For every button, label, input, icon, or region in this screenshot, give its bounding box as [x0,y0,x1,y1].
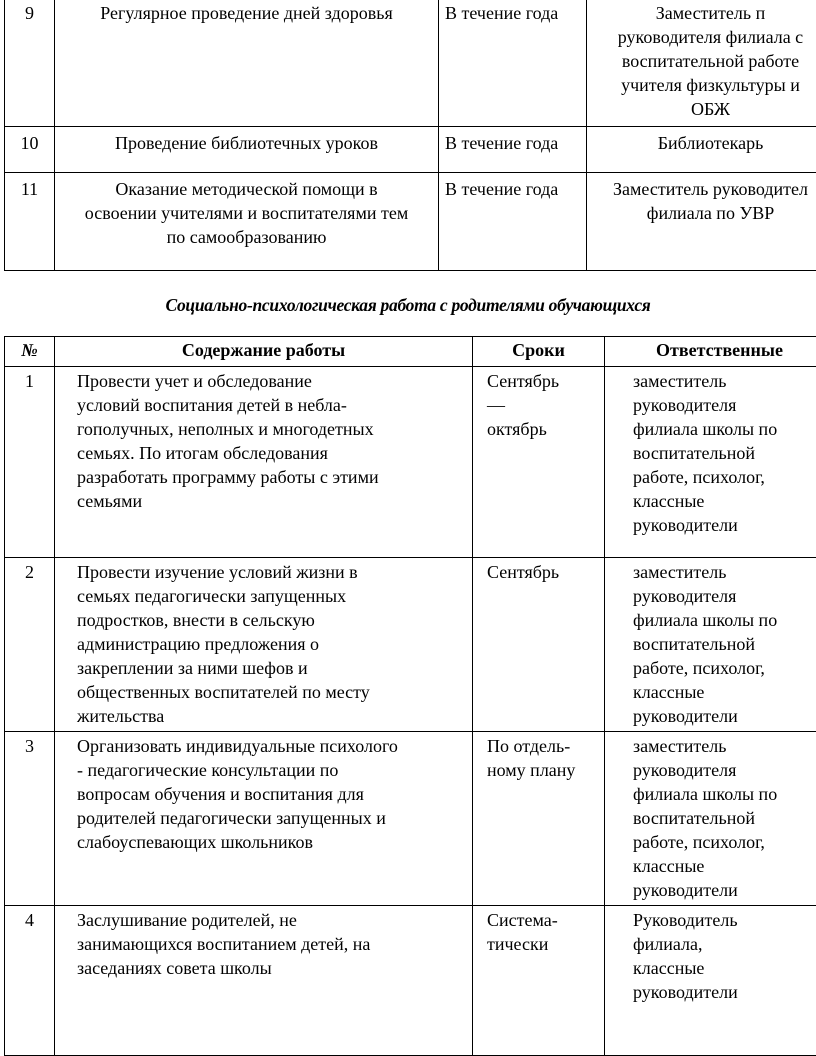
content-cell-line: подростков, внести в сельскую [77,610,315,630]
content-cell-line: родителей педагогически запущенных и [77,808,386,828]
content-cell [55,367,473,558]
responsible-cell [587,0,816,127]
responsible-cell [605,558,816,732]
responsible-cell-line: Руководитель [633,910,738,930]
period-cell-line: В течение года [445,3,559,23]
responsible-cell-line: заместитель [633,736,727,756]
responsible-cell-line: Заместитель п [655,3,766,23]
responsible-cell-line: Библиотекарь [657,133,764,153]
responsible-cell-line: филиала, [633,934,703,954]
content-cell-line: гополучных, неполных и многодетных [77,419,374,439]
responsible-cell-line: Заместитель руководител [613,179,808,199]
responsible-cell-line: воспитательной [633,634,756,654]
responsible-cell [605,367,816,558]
responsible-cell-line: руководители [633,880,738,900]
table-row [5,558,816,732]
content-cell-line: семьями [77,491,143,511]
parents-work-table [4,336,816,1056]
responsible-cell [605,732,816,906]
header-responsible: Ответственные [605,337,816,367]
period-cell-line: Сентябрь [487,371,560,391]
content-cell-line: - педагогические консультации по [77,760,339,780]
period-cell [473,906,605,1056]
table-header-row [5,337,816,367]
responsible-cell-line: руководители [633,982,738,1002]
responsible-cell [587,127,816,173]
period-cell-line: Сентябрь [487,562,560,582]
row-number: 1 [5,367,55,558]
activity-cell [55,127,439,173]
period-cell [439,127,587,173]
responsible-cell-line: руководители [633,706,738,726]
content-cell-line: общественных воспитателей по месту [77,682,370,702]
responsible-cell-line: филиала школы по [633,610,778,630]
row-number: 10 [5,127,55,173]
table-row [5,732,816,906]
responsible-cell-line: руководителя [633,760,737,780]
activity-cell [55,173,439,271]
content-cell-line: заседаниях совета школы [77,958,272,978]
content-cell-line: Заслушивание родителей, не [77,910,297,930]
responsible-cell-line: работе, психолог, [633,832,765,852]
responsible-cell-line: филиала школы по [633,784,778,804]
period-cell-line: В течение года [445,133,559,153]
content-cell-line: вопросам обучения и воспитания для [77,784,364,804]
responsible-cell-line: руководителя [633,586,737,606]
period-cell-line: октябрь [487,419,547,439]
period-cell [439,173,587,271]
content-cell-line: семьях. По итогам обследования [77,443,328,463]
activities-table-continued [4,0,816,271]
activity-cell-line: освоении учителями и воспитателями тем [84,203,409,223]
row-number: 11 [5,173,55,271]
responsible-cell [587,173,816,271]
period-cell-line: По отдель- [487,736,571,756]
period-cell-line: Система- [487,910,558,930]
content-cell-line: администрацию предложения о [77,634,320,654]
content-cell-line: разработать программу работы с этими [77,467,379,487]
period-cell [473,558,605,732]
table-row [5,367,816,558]
responsible-cell-line: ОБЖ [690,99,730,119]
content-cell-line: занимающихся воспитанием детей, на [77,934,371,954]
responsible-cell-line: заместитель [633,562,727,582]
row-number: 3 [5,732,55,906]
responsible-cell-line: филиала школы по [633,419,778,439]
responsible-cell-line: филиала по УВР [646,203,775,223]
activity-cell [55,0,439,127]
header-num: № [5,337,55,367]
activity-cell-line: по самообразованию [166,227,327,247]
responsible-cell-line: классные [633,856,705,876]
content-cell-line: условий воспитания детей в небла- [77,395,347,415]
period-cell-line: ному плану [487,760,576,780]
responsible-cell [605,906,816,1056]
responsible-cell-line: руководителя филиала с [617,27,804,47]
responsible-cell-line: классные [633,682,705,702]
period-cell [473,367,605,558]
header-period: Сроки [473,337,605,367]
responsible-cell-line: работе, психолог, [633,467,765,487]
responsible-cell-line: учителя физкультуры и [621,75,800,95]
content-cell-line: Провести изучение условий жизни в [77,562,358,582]
table-row [5,127,816,173]
activity-cell-line: Оказание методической помощи в [115,179,378,199]
content-cell [55,906,473,1056]
row-number: 9 [5,0,55,127]
content-cell-line: слабоуспевающих школьников [77,832,313,852]
content-cell [55,558,473,732]
header-content: Содержание работы [55,337,473,367]
responsible-cell-line: руководителя [633,395,737,415]
responsible-cell-line: руководители [633,515,738,535]
content-cell-line: Провести учет и обследование [77,371,312,391]
table-row [5,173,816,271]
responsible-cell-line: заместитель [633,371,727,391]
responsible-cell-line: воспитательной работе [621,51,800,71]
content-cell-line: жительства [77,706,165,726]
content-cell-line: Организовать индивидуальные психолого [77,736,398,756]
responsible-cell-line: классные [633,491,705,511]
content-cell [55,732,473,906]
row-number: 2 [5,558,55,732]
table-row [5,0,816,127]
table-row [5,906,816,1056]
responsible-cell-line: классные [633,958,705,978]
content-cell-line: семьях педагогически запущенных [77,586,347,606]
responsible-cell-line: работе, психолог, [633,658,765,678]
activity-cell-line: Регулярное проведение дней здоровья [100,3,393,23]
period-cell-line: В течение года [445,179,559,199]
row-number: 4 [5,906,55,1056]
content-cell-line: закреплении за ними шефов и [77,658,308,678]
period-cell [439,0,587,127]
responsible-cell-line: воспитательной [633,443,756,463]
responsible-cell-line: воспитательной [633,808,756,828]
period-cell [473,732,605,906]
activity-cell-line: Проведение библиотечных уроков [115,133,378,153]
period-cell-line: тически [487,934,549,954]
section-title: Социально-психологическая работа с родителями обучающихся [165,295,651,315]
period-cell-line: — [487,395,505,415]
